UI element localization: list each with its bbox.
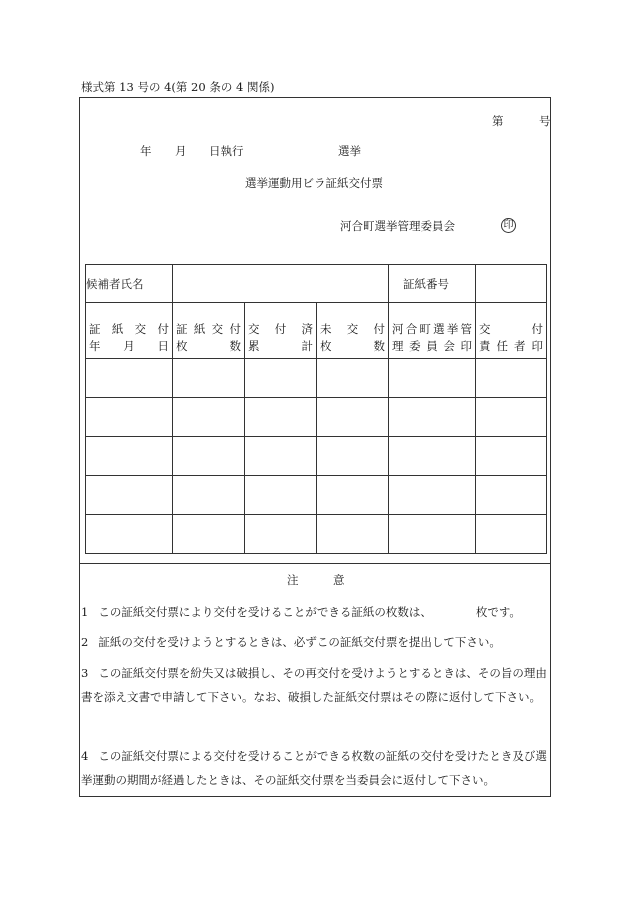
seal-label: 印	[503, 220, 514, 231]
table-cell[interactable]	[173, 398, 245, 437]
candidate-name-field[interactable]	[173, 265, 389, 303]
table-cell[interactable]	[317, 476, 389, 515]
number-prefix: 第	[492, 114, 504, 128]
table-cell[interactable]	[476, 476, 547, 515]
table-cell[interactable]	[476, 515, 547, 554]
table-cell[interactable]	[173, 437, 245, 476]
table-cell[interactable]	[245, 398, 317, 437]
table-cell[interactable]	[86, 476, 173, 515]
number-suffix: 号	[539, 114, 551, 128]
note-item-1: 1 この証紙交付票により交付を受けることができる証紙の枚数は、 枚です。	[81, 605, 521, 619]
candidate-name-label: 候補者氏名	[86, 265, 173, 303]
table-cell[interactable]	[245, 515, 317, 554]
column-header-row	[86, 303, 547, 359]
stamp-number-label: 証紙番号	[389, 265, 476, 303]
table-cell[interactable]	[173, 476, 245, 515]
notes-title-a: 注	[287, 573, 299, 587]
table-cell[interactable]	[476, 359, 547, 398]
table-row	[86, 515, 547, 554]
table-cell[interactable]	[86, 398, 173, 437]
table-cell[interactable]	[389, 398, 476, 437]
table-cell[interactable]	[389, 515, 476, 554]
note-item-2: 2 証紙の交付を受けようとするときは、必ずこの証紙交付票を提出して下さい。	[81, 635, 501, 649]
seal-mark	[501, 218, 516, 233]
table-cell[interactable]	[476, 398, 547, 437]
col-cumulative: 交付済 累計	[245, 303, 317, 359]
table-cell[interactable]	[317, 359, 389, 398]
notes-divider	[79, 563, 551, 564]
col-remaining: 未交付 枚数	[317, 303, 389, 359]
notes-title-b: 意	[333, 573, 345, 587]
table-row	[86, 437, 547, 476]
table-row	[86, 398, 547, 437]
table-cell[interactable]	[389, 476, 476, 515]
table-row	[86, 359, 547, 398]
table-cell[interactable]	[317, 437, 389, 476]
date-year: 年	[140, 144, 152, 158]
form-caption: 様式第 13 号の 4(第 20 条の 4 関係)	[81, 80, 275, 94]
table-cell[interactable]	[317, 515, 389, 554]
table-cell[interactable]	[245, 437, 317, 476]
table-cell[interactable]	[245, 476, 317, 515]
table-cell[interactable]	[389, 437, 476, 476]
stamp-issuance-table	[85, 264, 547, 554]
table-cell[interactable]	[86, 437, 173, 476]
table-row	[86, 476, 547, 515]
table-cell[interactable]	[173, 515, 245, 554]
table-cell[interactable]	[317, 398, 389, 437]
table-cell[interactable]	[86, 359, 173, 398]
table-cell[interactable]	[389, 359, 476, 398]
table-cell[interactable]	[86, 515, 173, 554]
election-label: 選挙	[338, 144, 361, 158]
note-item-4: 4 この証紙交付票による交付を受けることができる枚数の証紙の交付を受けたとき及び選挙運動の期間が経過したときは、その証紙交付票を当委員会に返付して下さい。	[81, 749, 547, 787]
table-cell[interactable]	[476, 437, 547, 476]
date-day-enforce: 日執行	[209, 144, 244, 158]
date-month: 月	[175, 144, 187, 158]
col-officer-seal: 交付 責任者印	[476, 303, 547, 359]
col-issue-count: 証紙交付 枚数	[173, 303, 245, 359]
issuer-name: 河合町選挙管理委員会	[340, 219, 455, 233]
note-item-3: 3 この証紙交付票を紛失又は破損し、その再交付を受けようとするときは、その旨の理由書を添え文書で申請して下さい。なお、破損した証紙交付票はその際に返付して下さい。	[81, 666, 547, 704]
table-cell[interactable]	[245, 359, 317, 398]
table-cell[interactable]	[173, 359, 245, 398]
form-title: 選挙運動用ビラ証紙交付票	[245, 176, 383, 190]
stamp-number-field[interactable]	[476, 265, 547, 303]
col-committee-seal: 河合町選挙管 理委員会印	[389, 303, 476, 359]
col-issue-date: 証紙交付 年月日	[86, 303, 173, 359]
candidate-row	[86, 265, 547, 303]
